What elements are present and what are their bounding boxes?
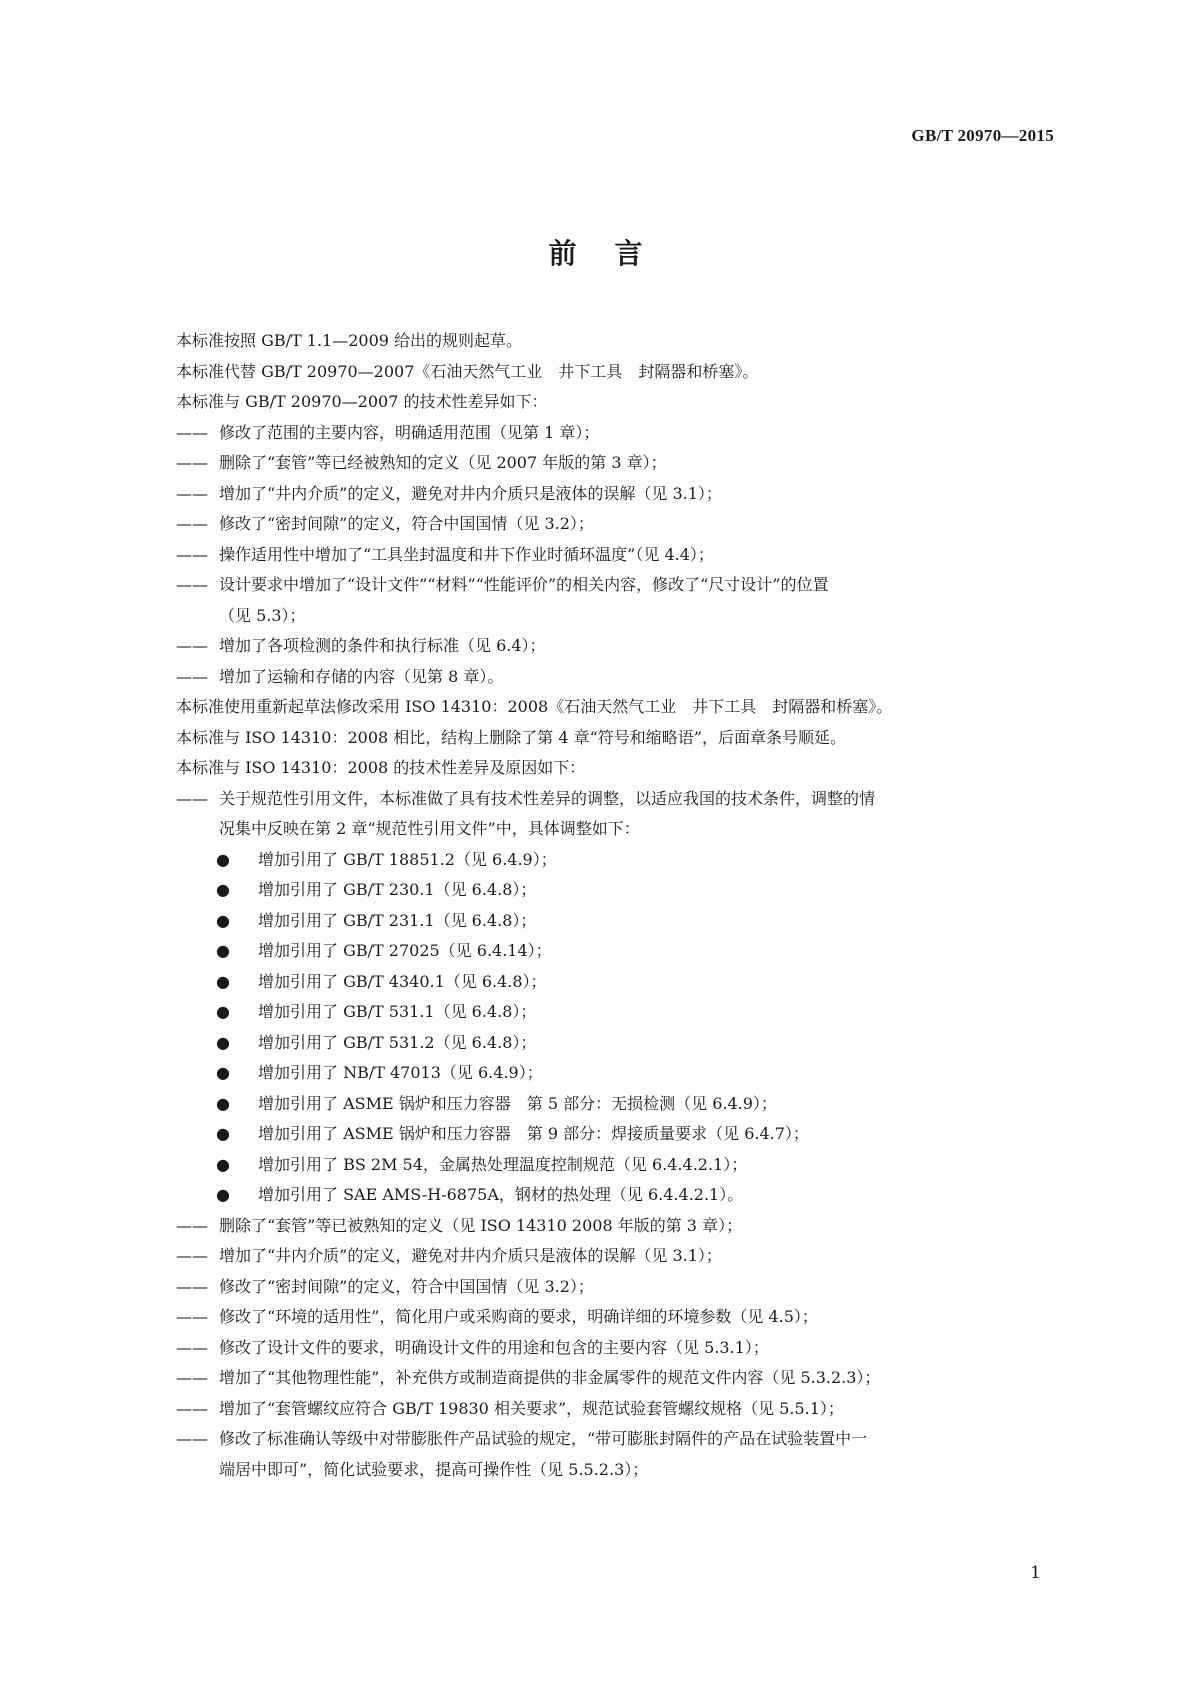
paragraph: 本标准代替 GB/T 20970—2007《石油天然气工业 井下工具 封隔器和桥塞》。 [176, 361, 759, 381]
list-item-text: 操作适用性中增加了“工具坐封温度和井下作业时循环温度”（见 4.4）； [219, 544, 714, 564]
list-item-continuation: 端居中即可”，简化试验要求，提高可操作性（见 5.5.2.3）； [219, 1459, 649, 1479]
list-item [176, 418, 1056, 449]
bullet-text: 增加引用了 GB/T 18851.2（见 6.4.9）； [258, 849, 557, 869]
bullet-icon: ● [216, 880, 230, 899]
bullet-icon: ● [216, 1124, 230, 1143]
bullet-item [176, 845, 1056, 876]
bullet-icon: ● [216, 1032, 230, 1052]
bullet-icon: ● [216, 1063, 230, 1082]
dash-mark: —— [176, 1368, 208, 1387]
list-item [176, 631, 1056, 662]
bullet-text: 增加引用了 GB/T 531.1（见 6.4.8）； [258, 1002, 537, 1021]
bullet-item [176, 997, 1056, 1028]
dash-mark: —— [176, 453, 208, 472]
list-item [176, 448, 1056, 479]
list-item [176, 509, 1056, 540]
list-item-text: 修改了“密封间隙”的定义，符合中国国情（见 3.2）； [219, 1276, 594, 1296]
dash-mark: —— [176, 483, 208, 503]
list-item-text: 修改了“环境的适用性”，简化用户或采购商的要求，明确详细的环境参数（见 4.5）； [219, 1307, 818, 1326]
bullet-item [176, 936, 1056, 967]
bullet-icon: ● [216, 941, 230, 960]
list-item-text: 增加了“井内介质”的定义，避免对井内介质只是液体的误解（见 3.1）； [219, 483, 722, 503]
dash-mark: —— [176, 1307, 208, 1326]
bullet-text: 增加引用了 GB/T 230.1（见 6.4.8）； [258, 880, 537, 899]
bullet-icon: ● [216, 1154, 230, 1174]
bullet-item [176, 1058, 1056, 1089]
list-item-text: 增加了“井内介质”的定义，避免对井内介质只是液体的误解（见 3.1）； [219, 1246, 722, 1265]
bullet-text: 增加引用了 NB/T 47013（见 6.4.9）； [258, 1063, 543, 1082]
list-item [176, 1272, 1056, 1303]
list-item [176, 784, 1056, 815]
paragraph: 本标准与 ISO 14310：2008 相比，结构上删除了第 4 章“符号和缩略语”，后面章条号顺延。 [176, 727, 846, 747]
list-item [176, 1333, 1056, 1364]
list-item [176, 1211, 1056, 1242]
bullet-item [176, 875, 1056, 906]
paragraph: 本标准与 GB/T 20970—2007 的技术性差异如下： [176, 392, 548, 411]
dash-mark: —— [176, 1337, 208, 1357]
page-title: 前言 [548, 237, 681, 270]
bullet-icon: ● [216, 910, 230, 930]
bullet-item [176, 1119, 1056, 1150]
bullet-icon: ● [216, 1093, 230, 1113]
dash-mark: —— [176, 514, 208, 533]
dash-mark: —— [176, 1429, 208, 1448]
bullet-text: 增加引用了 GB/T 4340.1（见 6.4.8）； [258, 971, 547, 991]
list-item-text: 增加了“其他物理性能”，补充供方或制造商提供的非金属零件的规范文件内容（见 5.3.2.3）； [219, 1368, 881, 1387]
dash-mark: —— [176, 1398, 208, 1418]
bullet-text: 增加引用了 GB/T 27025（见 6.4.14）； [258, 941, 552, 960]
list-item [176, 1241, 1056, 1272]
list-item-text: 修改了设计文件的要求，明确设计文件的用途和包含的主要内容（见 5.3.1）； [219, 1337, 769, 1357]
dash-mark: —— [176, 788, 208, 808]
dash-mark: —— [176, 1276, 208, 1296]
standard-code: GB/T 20970—2015 [911, 126, 1054, 145]
list-item-continuation: 况集中反映在第 2 章“规范性引用文件”中，具体调整如下： [219, 819, 640, 838]
list-item [176, 1302, 1056, 1333]
bullet-item [176, 967, 1056, 998]
bullet-item [176, 1028, 1056, 1059]
list-item [176, 662, 1056, 693]
dash-mark: —— [176, 1215, 208, 1235]
bullet-item [176, 906, 1056, 937]
page-number: 1 [1030, 1563, 1041, 1583]
bullet-icon: ● [216, 1002, 230, 1021]
list-item [176, 570, 1056, 601]
list-item [176, 1424, 1056, 1455]
bullet-text: 增加引用了 BS 2M 54，金属热处理温度控制规范（见 6.4.4.2.1）； [258, 1154, 748, 1174]
bullet-icon: ● [216, 971, 230, 991]
list-item-text: 关于规范性引用文件，本标准做了具有技术性差异的调整，以适应我国的技术条件，调整的情 [219, 788, 876, 808]
bullet-text: 增加引用了 GB/T 231.1（见 6.4.8）； [258, 910, 537, 930]
paragraph: 本标准使用重新起草法修改采用 ISO 14310：2008《石油天然气工业 井下工具 封隔器和桥塞》。 [176, 697, 893, 716]
list-item-text: 删除了“套管”等已被熟知的定义（见 ISO 14310 2008 年版的第 3 章）； [219, 1215, 743, 1235]
dash-mark: —— [176, 1246, 208, 1265]
list-item [176, 1394, 1056, 1425]
dash-mark: —— [176, 666, 208, 686]
list-item-text: 修改了范围的主要内容，明确适用范围（见第 1 章）； [219, 422, 600, 442]
list-item-text: 增加了运输和存储的内容（见第 8 章）。 [219, 666, 504, 686]
dash-mark: —— [176, 544, 208, 564]
dash-mark: —— [176, 575, 208, 594]
list-item [176, 479, 1056, 510]
bullet-item [176, 1089, 1056, 1120]
bullet-icon: ● [216, 849, 230, 869]
bullet-icon: ● [216, 1185, 230, 1204]
list-item [176, 1363, 1056, 1394]
bullet-text: 增加引用了 SAE AMS-H-6875A，钢材的热处理（见 6.4.4.2.1）。 [258, 1185, 744, 1204]
list-item-text: 修改了标准确认等级中对带膨胀件产品试验的规定，“带可膨胀封隔件的产品在试验装置中一 [219, 1429, 868, 1448]
list-item-continuation: （见 5.3）； [219, 605, 306, 625]
bullet-text: 增加引用了 ASME 锅炉和压力容器 第 5 部分：无损检测（见 6.4.9）； [258, 1093, 777, 1113]
bullet-text: 增加引用了 GB/T 531.2（见 6.4.8）； [258, 1032, 537, 1052]
list-item-text: 设计要求中增加了“设计文件”“材料”“性能评价”的相关内容，修改了“尺寸设计”的位置 [219, 575, 829, 594]
body-content [176, 326, 1056, 1485]
list-item [176, 540, 1056, 571]
list-item-text: 修改了“密封间隙”的定义，符合中国国情（见 3.2）； [219, 514, 594, 533]
paragraph: 本标准与 ISO 14310：2008 的技术性差异及原因如下： [176, 758, 586, 777]
dash-mark: —— [176, 636, 208, 655]
list-item-text: 增加了各项检测的条件和执行标准（见 6.4）； [219, 636, 546, 655]
list-item-text: 增加了“套管螺纹应符合 GB/T 19830 相关要求”，规范试验套管螺纹规格（见 5.5.1）； [219, 1398, 844, 1418]
list-item-text: 删除了“套管”等已经被熟知的定义（见 2007 年版的第 3 章）； [219, 453, 667, 472]
paragraph: 本标准按照 GB/T 1.1—2009 给出的规则起草。 [176, 331, 523, 350]
dash-mark: —— [176, 422, 208, 442]
bullet-item [176, 1180, 1056, 1211]
bullet-item [176, 1150, 1056, 1181]
bullet-text: 增加引用了 ASME 锅炉和压力容器 第 9 部分：焊接质量要求（见 6.4.7）； [258, 1124, 809, 1143]
